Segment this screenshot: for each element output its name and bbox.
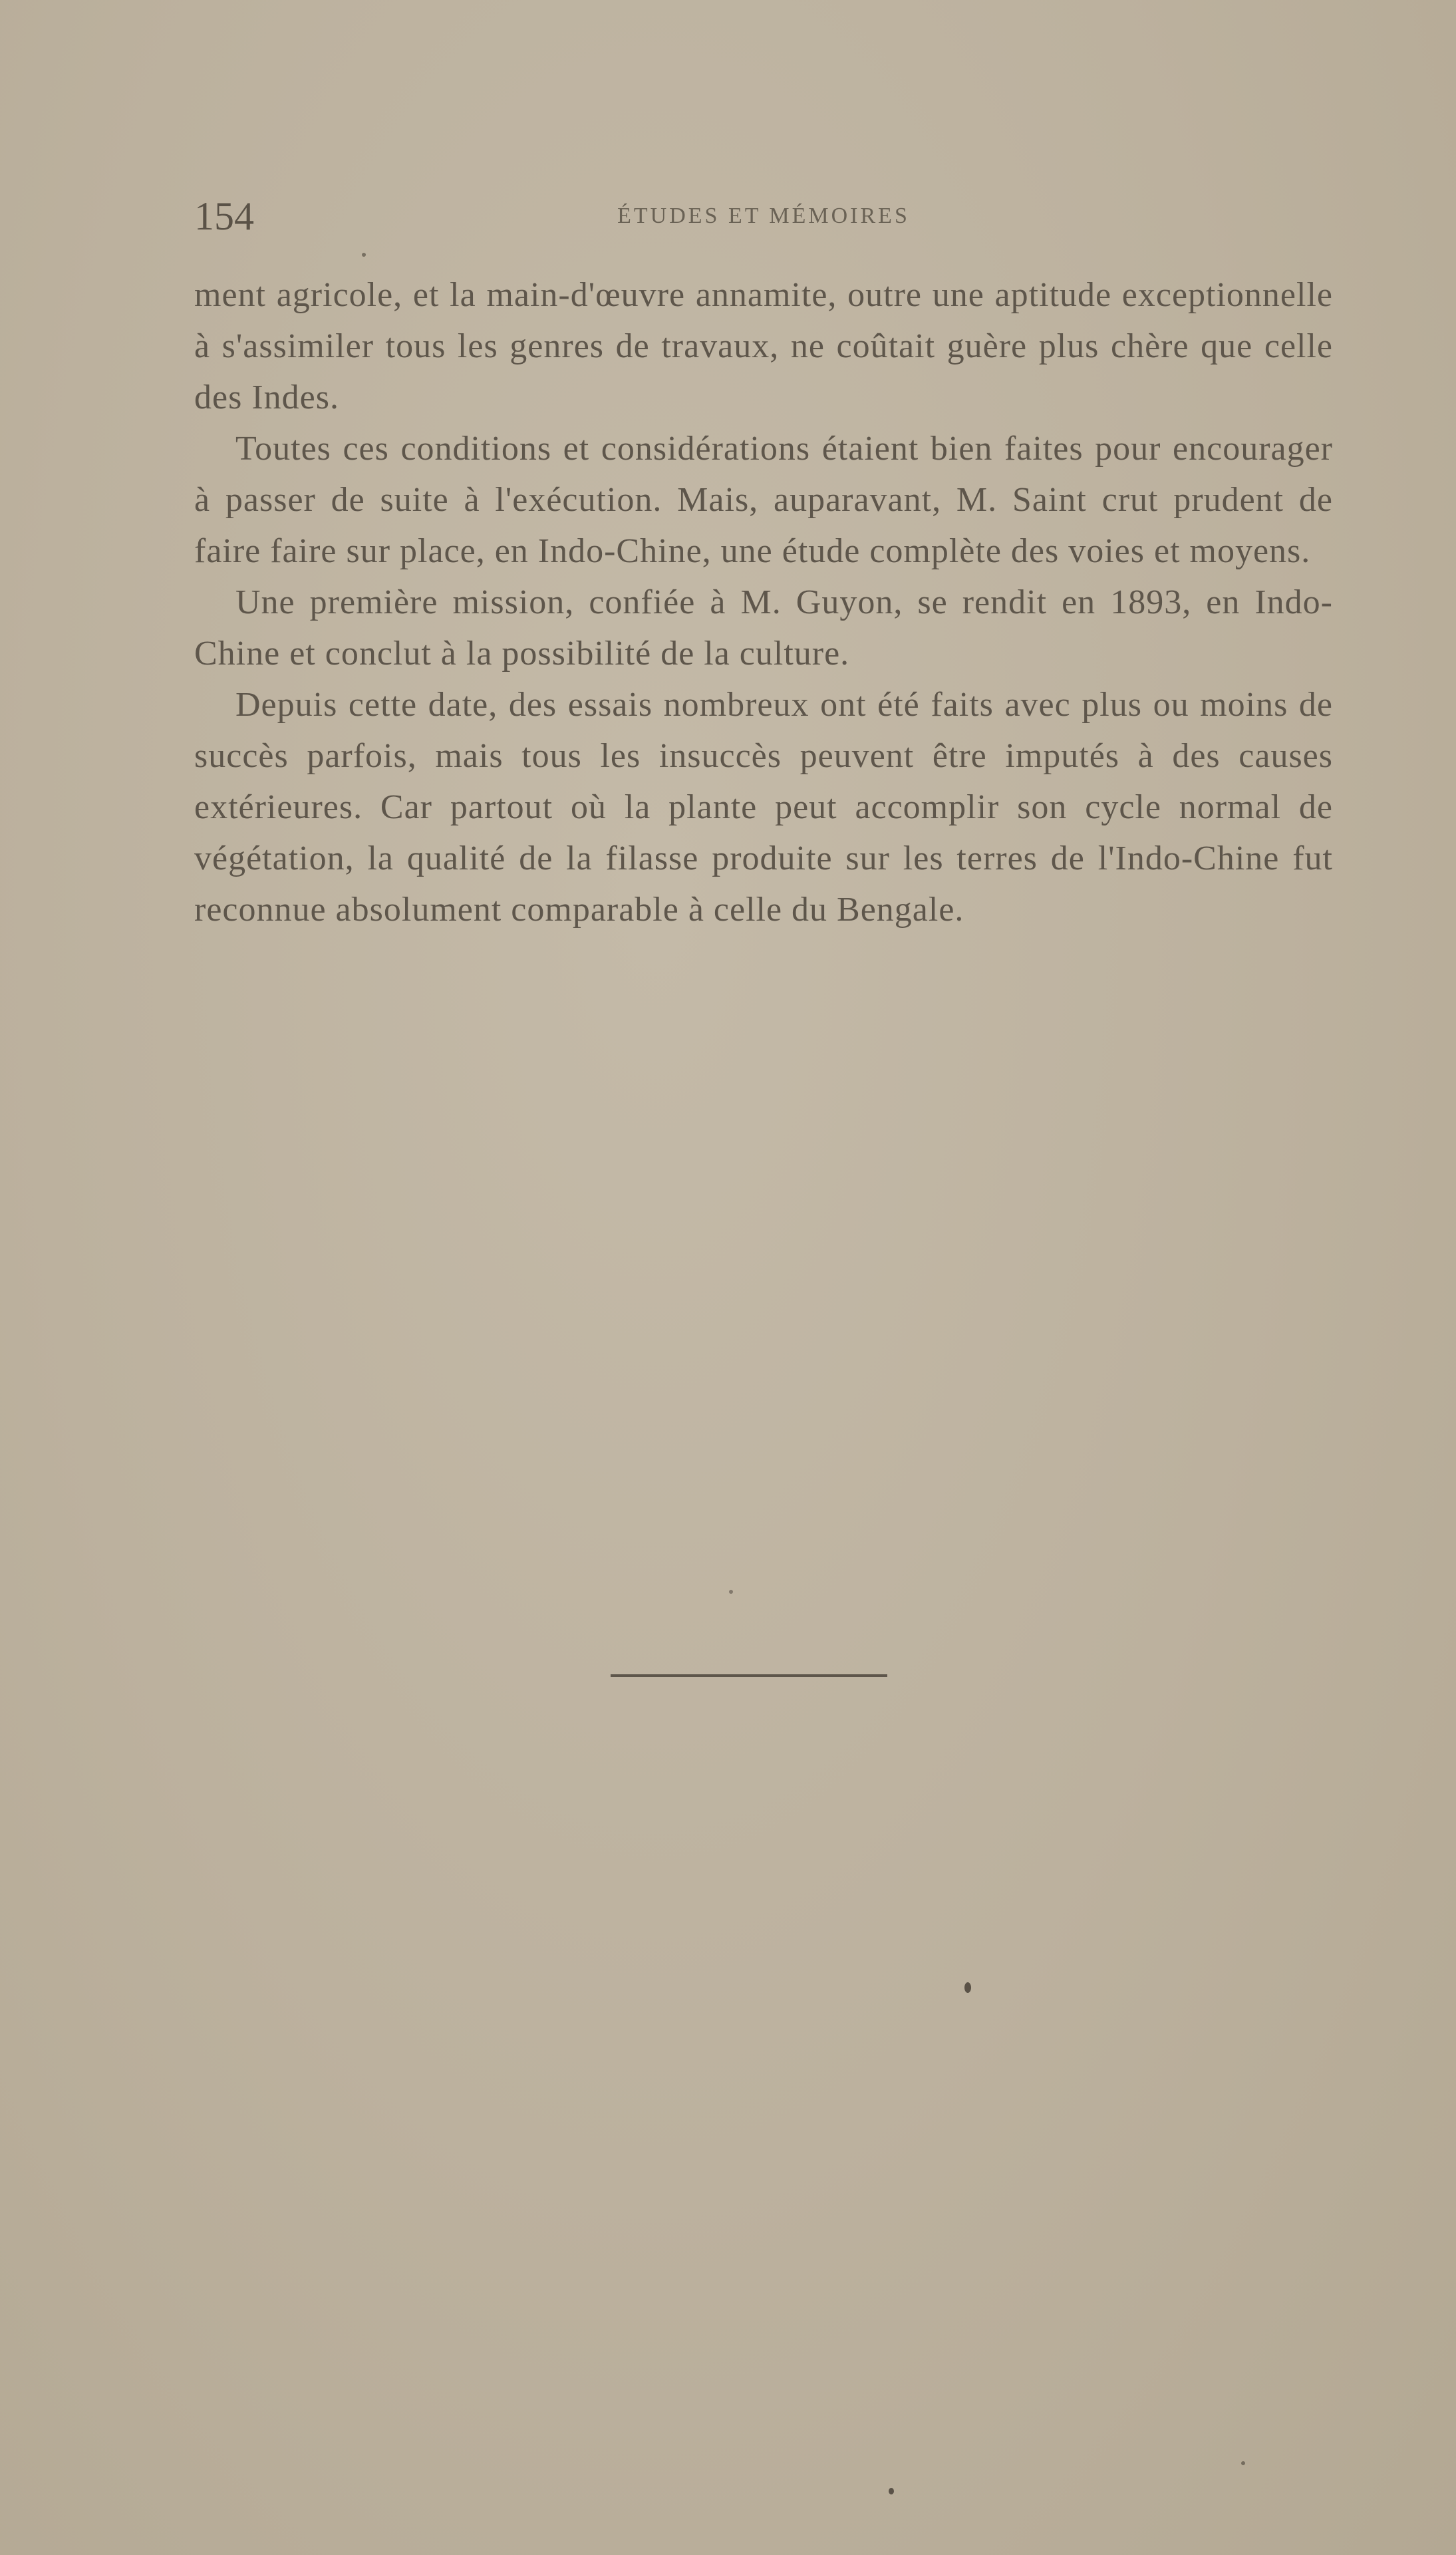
page-number: 154	[194, 194, 254, 238]
ink-speck	[889, 2488, 894, 2494]
running-title: ÉTUDES ET MÉMOIRES	[617, 204, 910, 228]
page-header	[194, 193, 1333, 239]
ink-speck	[729, 1590, 733, 1594]
ink-speck	[1241, 2461, 1245, 2465]
paragraph-1: ment agricole, et la main-d'œuvre annamite, outre une aptitude exceptionnelle à s'assimiler tous les genres de travaux, ne coûtait guère plus chère que celle des Indes.	[194, 276, 1333, 416]
section-rule	[611, 1674, 887, 1677]
paragraph-2: Toutes ces conditions et considérations étaient bien faites pour encourager à passer de suite à l'exécution. Mais, auparavant, M. Saint crut prudent de faire faire sur place, en Indo-Chine, une étude complète des voies et moyens.	[194, 430, 1333, 570]
ink-speck	[362, 253, 366, 257]
body-text	[194, 269, 1333, 935]
paragraph-3: Une première mission, confiée à M. Guyon, se rendit en 1893, en Indo-Chine et conclut à la possibilité de la culture.	[194, 583, 1333, 673]
ink-speck	[964, 1982, 971, 1993]
paragraph-4: Depuis cette date, des essais nombreux ont été faits avec plus ou moins de succès parfois, mais tous les insuccès peuvent être imputés à des causes extérieures. Car partout où la plante peut accomplir son cycle normal de végétation, la qualité de la filasse produite sur les terres de l'Indo-Chine fut reconnue absolument comparable à celle du Bengale.	[194, 686, 1333, 929]
